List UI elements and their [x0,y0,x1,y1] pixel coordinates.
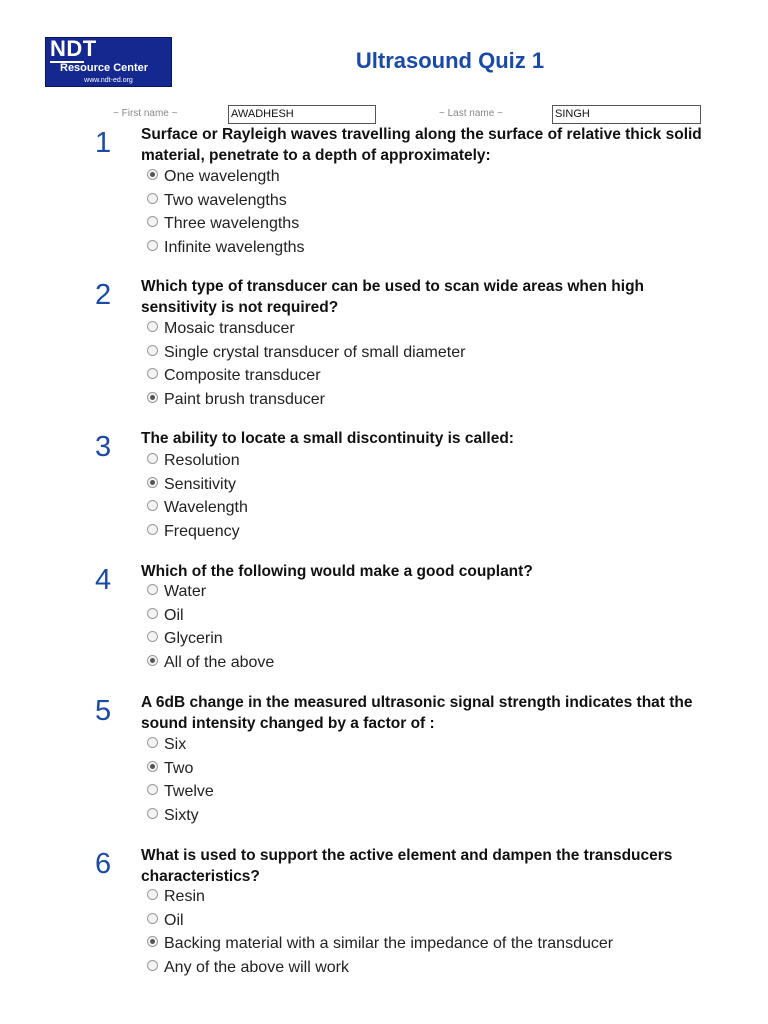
question-number: 4 [95,564,112,596]
radio-button-selected[interactable] [147,169,158,180]
radio-button[interactable] [147,889,158,900]
answer-option[interactable] [147,214,299,234]
radio-button[interactable] [147,500,158,511]
radio-button[interactable] [147,345,158,356]
first-name-field[interactable]: AWADHESH [228,105,376,124]
answer-option-label: Wavelength [164,499,248,516]
answer-option-label: Oil [164,911,184,929]
logo-ndt-text: NDT [50,37,97,61]
radio-button[interactable] [147,368,158,379]
answer-option[interactable] [147,390,325,410]
question-text: A 6dB change in the measured ultrasonic signal strength indicates that the sound intensity changed by a factor of : [141,694,693,732]
answer-option[interactable] [147,606,184,626]
radio-button-selected[interactable] [147,655,158,666]
radio-button[interactable] [147,808,158,819]
question-number: 6 [95,848,112,880]
answer-option[interactable] [147,366,321,386]
answer-option-label: Infinite wavelengths [164,238,305,256]
answer-option-label: Mosaic transducer [164,320,295,337]
answer-option[interactable] [147,958,349,978]
question-number: 5 [95,695,112,727]
answer-option[interactable] [147,451,240,471]
question-text: Surface or Rayleigh waves travelling along the surface of relative thick solid material, penetrate to a depth of approximately: [141,126,702,164]
answer-option[interactable] [147,759,193,779]
radio-button[interactable] [147,960,158,971]
answer-option[interactable] [147,653,274,673]
answer-option[interactable] [147,934,613,954]
question-text: Which of the following would make a good couplant? [141,563,533,580]
answer-option-label: Sixty [164,806,199,824]
radio-button[interactable] [147,321,158,332]
answer-option[interactable] [147,582,206,602]
answer-option[interactable] [147,806,199,826]
question-text: Which type of transducer can be used to scan wide areas when high sensitivity is not required? [141,278,645,316]
radio-button-selected[interactable] [147,392,158,403]
answer-option-label: Six [164,736,187,753]
first-name-label: ~ First name ~ [113,108,178,119]
answer-option-label: Glycerin [164,630,223,647]
answer-option[interactable] [147,887,205,907]
radio-button[interactable] [147,193,158,204]
answer-option[interactable] [147,319,295,339]
answer-option-label: Single crystal transducer of small diameter [164,343,466,361]
ndt-logo [45,37,172,87]
answer-option-label: Water [164,583,207,600]
answer-option[interactable] [147,343,465,363]
radio-button-selected[interactable] [147,761,158,772]
radio-button-selected[interactable] [147,477,158,488]
answer-option-label: One wavelength [164,168,280,185]
answer-option-label: Composite transducer [164,367,321,384]
radio-button[interactable] [147,631,158,642]
answer-option[interactable] [147,735,186,755]
answer-option[interactable] [147,629,223,649]
answer-option-label: All of the above [164,653,275,671]
answer-option[interactable] [147,238,305,258]
answer-option-label: Twelve [164,783,214,800]
radio-button[interactable] [147,737,158,748]
answer-option[interactable] [147,911,184,931]
radio-button[interactable] [147,524,158,535]
answer-option-label: Two [164,759,194,777]
radio-button[interactable] [147,784,158,795]
page-title: Ultrasound Quiz 1 [355,48,545,73]
last-name-label: ~ Last name ~ [439,108,503,119]
answer-option-label: Any of the above will work [164,958,349,976]
last-name-field[interactable]: SINGH [552,105,701,124]
logo-url-text: www.ndt-ed.org [84,77,133,84]
logo-resource-center-text: Resource Center [60,62,149,74]
radio-button[interactable] [147,453,158,464]
answer-option-label: Resolution [164,452,240,469]
question-text: What is used to support the active element and dampen the transducers characteristics? [141,847,673,885]
answer-option-label: Frequency [164,522,240,540]
answer-option[interactable] [147,191,287,211]
answer-option-label: Backing material with a similar the impedance of the transducer [164,935,614,952]
question-number: 1 [95,127,112,159]
radio-button[interactable] [147,584,158,595]
answer-option-label: Oil [164,606,184,624]
question-text: The ability to locate a small discontinuity is called: [141,430,514,447]
answer-option[interactable] [147,498,248,518]
radio-button[interactable] [147,913,158,924]
answer-option[interactable] [147,522,240,542]
answer-option-label: Sensitivity [164,475,237,493]
answer-option-label: Paint brush transducer [164,390,325,408]
answer-option-label: Resin [164,888,205,905]
answer-option[interactable] [147,475,236,495]
answer-option[interactable] [147,782,214,802]
radio-button-selected[interactable] [147,936,158,947]
radio-button[interactable] [147,608,158,619]
radio-button[interactable] [147,240,158,251]
radio-button[interactable] [147,216,158,227]
answer-option-label: Three wavelengths [164,215,300,232]
question-number: 2 [95,279,112,311]
answer-option-label: Two wavelengths [164,191,287,209]
question-number: 3 [95,431,112,463]
answer-option[interactable] [147,167,280,187]
